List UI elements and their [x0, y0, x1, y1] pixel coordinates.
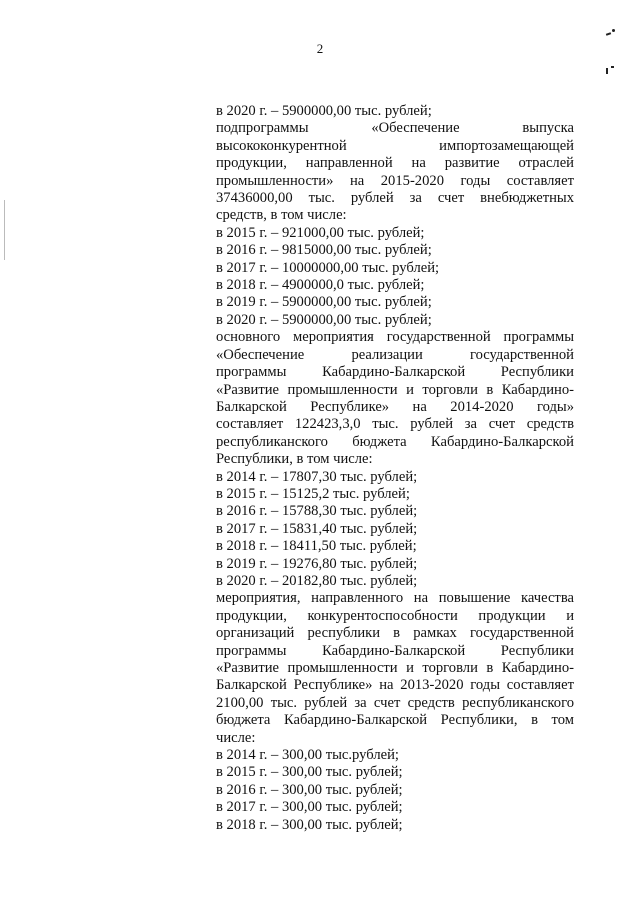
scan-mark: [606, 32, 611, 36]
text-line: в 2017 г. – 300,00 тыс. рублей;: [216, 799, 403, 816]
text-line: Балкарской Республике» на 2014-2020 годы»: [216, 398, 574, 415]
text-line: Республики, в том числе:: [216, 451, 373, 468]
text-line: в 2016 г. – 300,00 тыс. рублей;: [216, 781, 403, 798]
text-line: 37436000,00 тыс. рублей за счет внебюджетных: [216, 190, 574, 207]
text-line: республиканского бюджета Кабардино-Балкарской: [216, 433, 574, 450]
page-number: 2: [316, 41, 324, 56]
scan-mark: [612, 29, 615, 32]
text-line: в 2016 г. – 9815000,00 тыс. рублей;: [216, 242, 432, 259]
text-line: «Развитие промышленности и торговли в Кабардино-: [216, 660, 574, 676]
text-line: в 2014 г. – 17807,30 тыс. рублей;: [216, 468, 418, 485]
text-line: мероприятия, направленного на повышение качества: [216, 590, 574, 607]
text-line: продукции, конкурентоспособности продукции и: [216, 607, 574, 624]
text-line: в 2018 г. – 300,00 тыс. рублей;: [216, 816, 403, 833]
text-line: высококонкурентной импортозамещающей: [216, 137, 574, 154]
text-line: «Развитие промышленности и торговли в Кабардино-: [216, 381, 574, 398]
scan-mark: [4, 200, 5, 260]
text-line: в 2014 г. – 300,00 тыс.рублей;: [216, 747, 399, 764]
scan-mark: [606, 68, 608, 74]
text-line: в 2018 г. – 4900000,0 тыс. рублей;: [216, 277, 425, 294]
text-line: в 2020 г. – 20182,80 тыс. рублей;: [216, 572, 418, 589]
text-line: промышленности» на 2015-2020 годы составляет: [216, 172, 574, 189]
text-line: продукции, направленной на развитие отраслей: [216, 155, 574, 172]
text-line: составляет 122423,3,0 тыс. рублей за счет средств: [216, 416, 574, 433]
text-line: организаций республики в рамках государственной: [216, 625, 574, 642]
text-line: в 2019 г. – 19276,80 тыс. рублей;: [216, 555, 418, 572]
text-line: в 2015 г. – 300,00 тыс. рублей;: [216, 764, 403, 781]
text-line: «Обеспечение реализации государственной: [216, 346, 574, 363]
text-line: основного мероприятия государственной программы: [216, 329, 574, 346]
text-line: бюджета Кабардино-Балкарской Республики, в том: [216, 712, 574, 729]
text-line: в 2017 г. – 10000000,00 тыс. рублей;: [216, 259, 440, 276]
scan-mark: [611, 66, 614, 68]
text-line: в 2020 г. – 5900000,00 тыс. рублей;: [216, 103, 432, 119]
body-text: [216, 103, 574, 834]
text-line: в 2019 г. – 5900000,00 тыс. рублей;: [216, 294, 432, 311]
text-line: 2100,00 тыс. рублей за счет средств республиканского: [216, 694, 574, 711]
text-line: Балкарской Республике» на 2013-2020 годы составляет: [216, 677, 574, 694]
text-line: программы Кабардино-Балкарской Республики: [216, 642, 574, 659]
text-line: в 2015 г. – 921000,00 тыс. рублей;: [216, 224, 425, 241]
text-line: средств, в том числе:: [216, 207, 347, 224]
text-line: подпрограммы «Обеспечение выпуска: [216, 120, 574, 137]
text-line: программы Кабардино-Балкарской Республики: [216, 364, 574, 381]
text-line: числе:: [216, 729, 256, 746]
text-line: в 2020 г. – 5900000,00 тыс. рублей;: [216, 311, 432, 328]
text-line: в 2015 г. – 15125,2 тыс. рублей;: [216, 485, 410, 502]
text-line: в 2018 г. – 18411,50 тыс. рублей;: [216, 538, 417, 555]
text-line: в 2016 г. – 15788,30 тыс. рублей;: [216, 503, 418, 520]
text-line: в 2017 г. – 15831,40 тыс. рублей;: [216, 520, 418, 537]
